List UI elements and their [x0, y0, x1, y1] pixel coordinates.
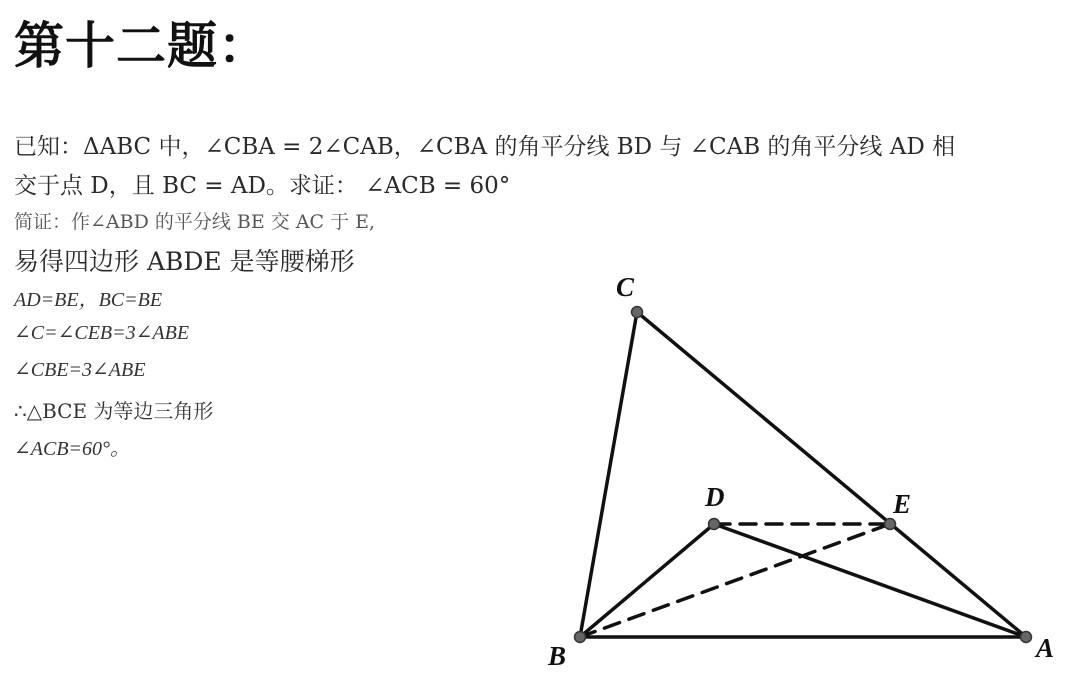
segment-BD — [580, 524, 714, 637]
proof-step-4: ∴△BCE 为等边三角形 — [14, 399, 214, 423]
dashed-segment-BE — [580, 524, 890, 637]
page-title: 第十二题： — [14, 17, 269, 75]
point-E — [885, 519, 896, 530]
point-label-E: E — [893, 489, 912, 519]
point-B — [575, 632, 586, 643]
point-A — [1021, 632, 1032, 643]
segments — [580, 312, 1026, 637]
problem-line-2: 交于点 D，且 BC = AD。求证： ∠ACB = 60° — [14, 173, 511, 199]
proof-step-5: ∠ACB=60°。 — [14, 438, 131, 460]
point-labels — [547, 272, 1054, 671]
proof-trapezoid: 易得四边形 ABDE 是等腰梯形 — [14, 247, 355, 276]
point-C — [632, 307, 643, 318]
segment-CA — [637, 312, 1026, 637]
proof-intro: 简证：作∠ABD 的平分线 BE 交 AC 于 E, — [14, 211, 376, 233]
points — [575, 307, 1032, 643]
point-label-B: B — [548, 641, 567, 671]
segment-DA — [714, 524, 1026, 637]
point-D — [709, 519, 720, 530]
proof-step-2: ∠C=∠CEB=3∠ABE — [14, 322, 190, 344]
point-label-A: A — [1036, 633, 1055, 663]
proof-step-1: AD=BE，BC=BE — [14, 289, 163, 311]
point-label-C: C — [616, 272, 635, 302]
problem-line-1: 已知：ΔABC 中，∠CBA = 2∠CAB，∠CBA 的角平分线 BD 与 ∠CAB 的角平分线 AD 相 — [14, 134, 956, 160]
segment-CB — [580, 312, 637, 637]
point-label-D: D — [705, 482, 725, 512]
proof-step-3: ∠CBE=3∠ABE — [14, 359, 146, 381]
